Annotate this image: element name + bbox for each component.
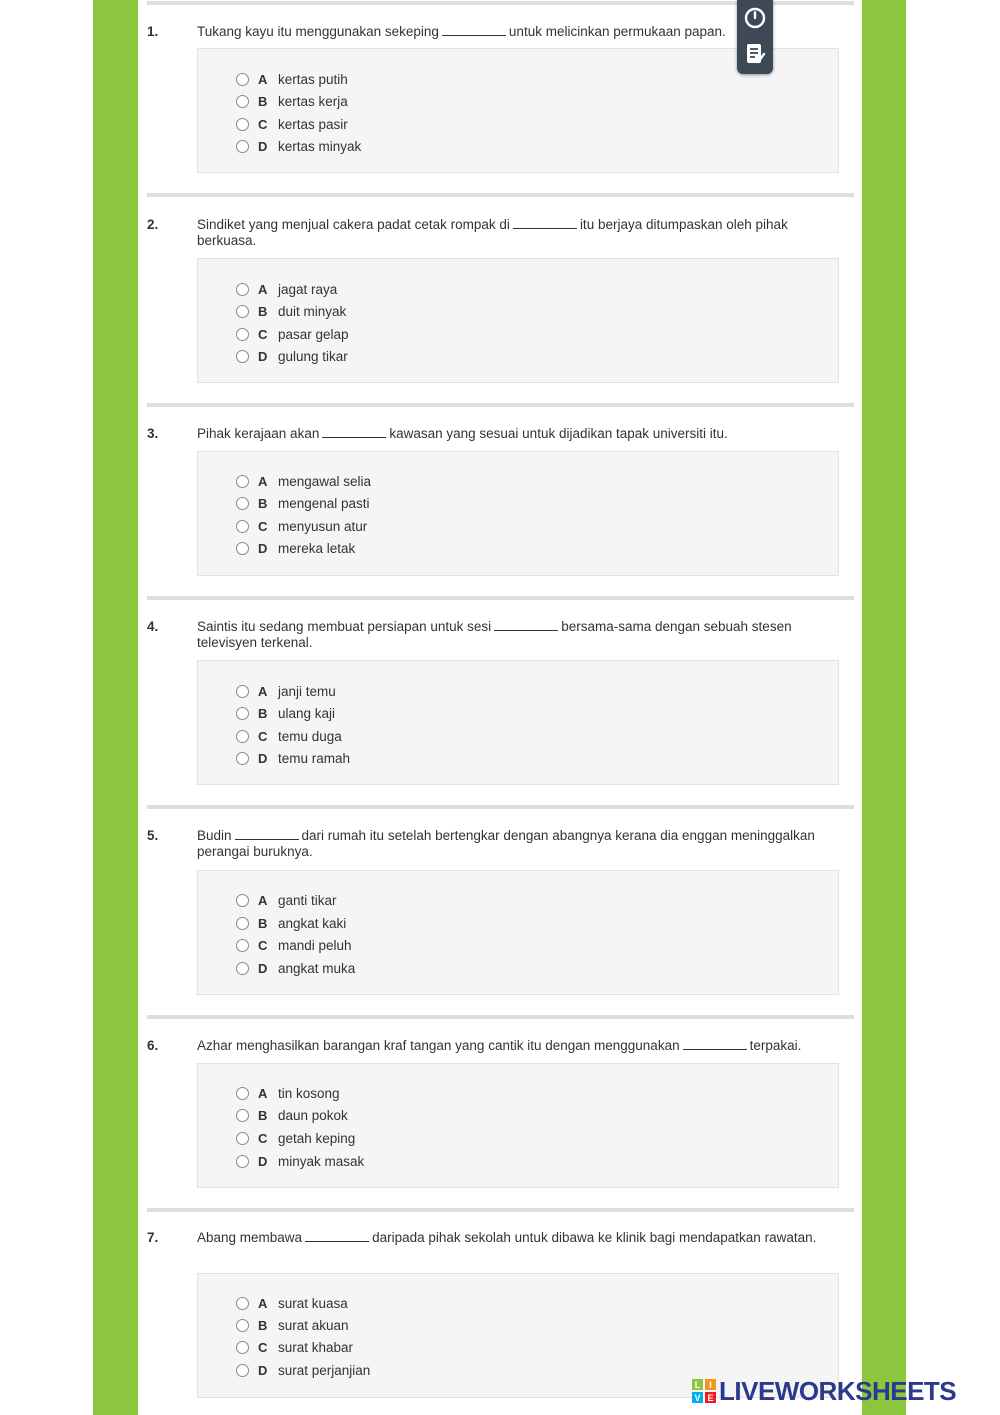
radio-button[interactable]	[236, 350, 249, 363]
option-text: mereka letak	[278, 540, 356, 556]
option-letter: B	[258, 93, 268, 109]
radio-button[interactable]	[236, 1319, 249, 1332]
option-d[interactable]	[236, 347, 348, 365]
option-text: daun pokok	[278, 1107, 348, 1123]
option-text: jagat raya	[278, 281, 338, 297]
timer-icon[interactable]	[741, 4, 769, 32]
svg-text:E: E	[707, 1393, 714, 1403]
option-a[interactable]	[236, 472, 371, 490]
option-letter: A	[258, 683, 268, 699]
radio-button[interactable]	[236, 1341, 249, 1354]
question-text-after: untuk melicinkan permukaan papan.	[508, 24, 726, 39]
question-3-number: 3.	[147, 426, 159, 441]
radio-button[interactable]	[236, 1297, 249, 1310]
option-letter: D	[258, 348, 268, 364]
option-letter: A	[258, 1085, 268, 1101]
question-divider	[147, 1015, 854, 1019]
option-d[interactable]	[236, 749, 350, 767]
option-text: ganti tikar	[278, 892, 337, 908]
option-b[interactable]	[236, 914, 346, 932]
option-d[interactable]	[236, 1361, 370, 1379]
option-letter: B	[258, 1107, 268, 1123]
question-text-after: terpakai.	[749, 1038, 802, 1053]
radio-button[interactable]	[236, 1364, 249, 1377]
answer-blank	[494, 619, 558, 631]
liveworksheets-brand	[691, 1376, 956, 1406]
radio-button[interactable]	[236, 917, 249, 930]
option-letter: A	[258, 1295, 268, 1311]
brand-wordmark: LIVEWORKSHEETS	[719, 1375, 957, 1406]
option-text: janji temu	[278, 683, 336, 699]
page-margin-right	[906, 0, 1000, 1415]
question-text-after: dari rumah itu setelah bertengkar dengan abangnya kerana dia enggan meninggalkan perangai buruknya.	[197, 828, 815, 859]
radio-button[interactable]	[236, 730, 249, 743]
radio-button[interactable]	[236, 520, 249, 533]
option-letter: B	[258, 495, 268, 511]
question-divider	[147, 1208, 854, 1212]
radio-button[interactable]	[236, 305, 249, 318]
option-letter: A	[258, 281, 268, 297]
option-a[interactable]	[236, 1084, 340, 1102]
question-text-before: Sindiket yang menjual cakera padat cetak rompak di	[197, 217, 510, 232]
question-6-number: 6.	[147, 1038, 159, 1053]
radio-button[interactable]	[236, 1132, 249, 1145]
question-2-options	[197, 258, 839, 383]
radio-button[interactable]	[236, 894, 249, 907]
option-letter: A	[258, 473, 268, 489]
svg-text:V: V	[694, 1393, 701, 1403]
option-text: mandi peluh	[278, 937, 352, 953]
question-text-after: daripada pihak sekolah untuk dibawa ke klinik bagi mendapatkan rawatan.	[372, 1230, 817, 1245]
question-divider	[147, 193, 854, 197]
radio-button[interactable]	[236, 1087, 249, 1100]
option-letter: B	[258, 705, 268, 721]
option-letter: B	[258, 1317, 268, 1333]
option-text: gulung tikar	[278, 348, 348, 364]
radio-button[interactable]	[236, 475, 249, 488]
radio-button[interactable]	[236, 685, 249, 698]
radio-button[interactable]	[236, 939, 249, 952]
radio-button[interactable]	[236, 140, 249, 153]
option-letter: C	[258, 116, 268, 132]
option-letter: C	[258, 1339, 268, 1355]
svg-text:I: I	[709, 1380, 712, 1390]
option-b[interactable]	[236, 494, 370, 512]
question-2-number: 2.	[147, 217, 159, 232]
question-6-text	[197, 1038, 847, 1054]
option-letter: D	[258, 1362, 268, 1378]
radio-button[interactable]	[236, 542, 249, 555]
option-a[interactable]	[236, 280, 337, 298]
radio-button[interactable]	[236, 73, 249, 86]
notes-icon[interactable]	[741, 40, 769, 68]
radio-button[interactable]	[236, 497, 249, 510]
option-letter: B	[258, 303, 268, 319]
option-d[interactable]	[236, 959, 355, 977]
option-text: mengenal pasti	[278, 495, 370, 511]
option-text: kertas pasir	[278, 116, 348, 132]
question-5-number: 5.	[147, 828, 159, 843]
floating-toolbar	[737, 0, 773, 74]
option-letter: D	[258, 750, 268, 766]
option-text: angkat kaki	[278, 915, 347, 931]
question-4-text	[197, 619, 847, 651]
radio-button[interactable]	[236, 1109, 249, 1122]
question-5-options	[197, 870, 839, 995]
answer-blank	[322, 426, 386, 438]
option-c[interactable]	[236, 727, 342, 745]
question-3-text	[197, 426, 847, 442]
question-text-before: Saintis itu sedang membuat persiapan untuk sesi	[197, 619, 492, 634]
radio-button[interactable]	[236, 752, 249, 765]
radio-button[interactable]	[236, 962, 249, 975]
option-b[interactable]	[236, 302, 346, 320]
option-text: surat khabar	[278, 1339, 354, 1355]
option-letter: C	[258, 728, 268, 744]
option-b[interactable]	[236, 92, 348, 110]
option-c[interactable]	[236, 517, 367, 535]
option-letter: D	[258, 1153, 268, 1169]
question-divider	[147, 805, 854, 809]
option-text: pasar gelap	[278, 326, 349, 342]
option-letter: A	[258, 71, 268, 87]
option-letter: D	[258, 540, 268, 556]
option-c[interactable]	[236, 1338, 353, 1356]
radio-button[interactable]	[236, 707, 249, 720]
answer-blank	[305, 1230, 369, 1242]
question-divider	[147, 596, 854, 600]
option-a[interactable]	[236, 682, 336, 700]
option-a[interactable]	[236, 1294, 348, 1312]
question-7-text	[197, 1230, 847, 1246]
option-letter: C	[258, 1130, 268, 1146]
question-6-options	[197, 1063, 839, 1188]
option-text: tin kosong	[278, 1085, 340, 1101]
question-7-number: 7.	[147, 1230, 159, 1245]
option-text: kertas kerja	[278, 93, 348, 109]
question-4-number: 4.	[147, 619, 159, 634]
option-text: surat akuan	[278, 1317, 349, 1333]
option-text: menyusun atur	[278, 518, 368, 534]
option-d[interactable]	[236, 539, 355, 557]
radio-button[interactable]	[236, 118, 249, 131]
option-letter: D	[258, 138, 268, 154]
answer-blank	[235, 828, 299, 840]
question-2-text	[197, 217, 847, 249]
question-text-after: kawasan yang sesuai untuk dijadikan tapak universiti itu.	[389, 426, 728, 441]
option-letter: C	[258, 937, 268, 953]
option-c[interactable]	[236, 115, 348, 133]
liveworksheets-logo	[691, 1378, 717, 1404]
option-b[interactable]	[236, 1106, 348, 1124]
option-text: kertas minyak	[278, 138, 362, 154]
option-text: angkat muka	[278, 960, 356, 976]
option-text: mengawal selia	[278, 473, 372, 489]
option-letter: A	[258, 892, 268, 908]
option-text: kertas putih	[278, 71, 348, 87]
radio-button[interactable]	[236, 283, 249, 296]
option-letter: C	[258, 518, 268, 534]
option-b[interactable]	[236, 1316, 349, 1334]
option-text: ulang kaji	[278, 705, 336, 721]
option-c[interactable]	[236, 936, 352, 954]
question-text-before: Abang membawa	[197, 1230, 303, 1245]
option-letter: B	[258, 915, 268, 931]
question-text-after: bersama-sama dengan sebuah stesen televisyen terkenal.	[197, 619, 792, 650]
option-d[interactable]	[236, 137, 361, 155]
answer-blank	[683, 1038, 747, 1050]
question-1-number: 1.	[147, 24, 159, 39]
question-text-before: Azhar menghasilkan barangan kraf tangan yang cantik itu dengan menggunakan	[197, 1038, 680, 1053]
page-margin-left	[0, 0, 93, 1415]
option-text: minyak masak	[278, 1153, 365, 1169]
green-border-left	[93, 0, 138, 1415]
question-text-before: Pihak kerajaan akan	[197, 426, 320, 441]
answer-blank	[513, 217, 577, 229]
option-c[interactable]	[236, 325, 349, 343]
radio-button[interactable]	[236, 328, 249, 341]
option-text: temu duga	[278, 728, 342, 744]
option-text: duit minyak	[278, 303, 347, 319]
question-text-before: Tukang kayu itu menggunakan sekeping	[197, 24, 439, 39]
option-text: temu ramah	[278, 750, 351, 766]
radio-button[interactable]	[236, 1155, 249, 1168]
question-3-options	[197, 451, 839, 576]
radio-button[interactable]	[236, 95, 249, 108]
green-border-right	[862, 0, 906, 1415]
svg-text:L: L	[694, 1380, 701, 1390]
option-a[interactable]	[236, 891, 337, 909]
option-a[interactable]	[236, 70, 348, 88]
option-letter: D	[258, 960, 268, 976]
question-4-options	[197, 660, 839, 785]
option-text: getah keping	[278, 1130, 356, 1146]
answer-blank	[442, 24, 506, 36]
option-text: surat kuasa	[278, 1295, 348, 1311]
question-text-after: itu berjaya ditumpaskan oleh pihak berkuasa.	[197, 217, 788, 248]
question-5-text	[197, 828, 847, 860]
question-divider	[147, 403, 854, 407]
option-text: surat perjanjian	[278, 1362, 371, 1378]
option-c[interactable]	[236, 1129, 355, 1147]
question-text-before: Budin	[197, 828, 232, 843]
option-b[interactable]	[236, 704, 335, 722]
option-letter: C	[258, 326, 268, 342]
option-d[interactable]	[236, 1152, 364, 1170]
